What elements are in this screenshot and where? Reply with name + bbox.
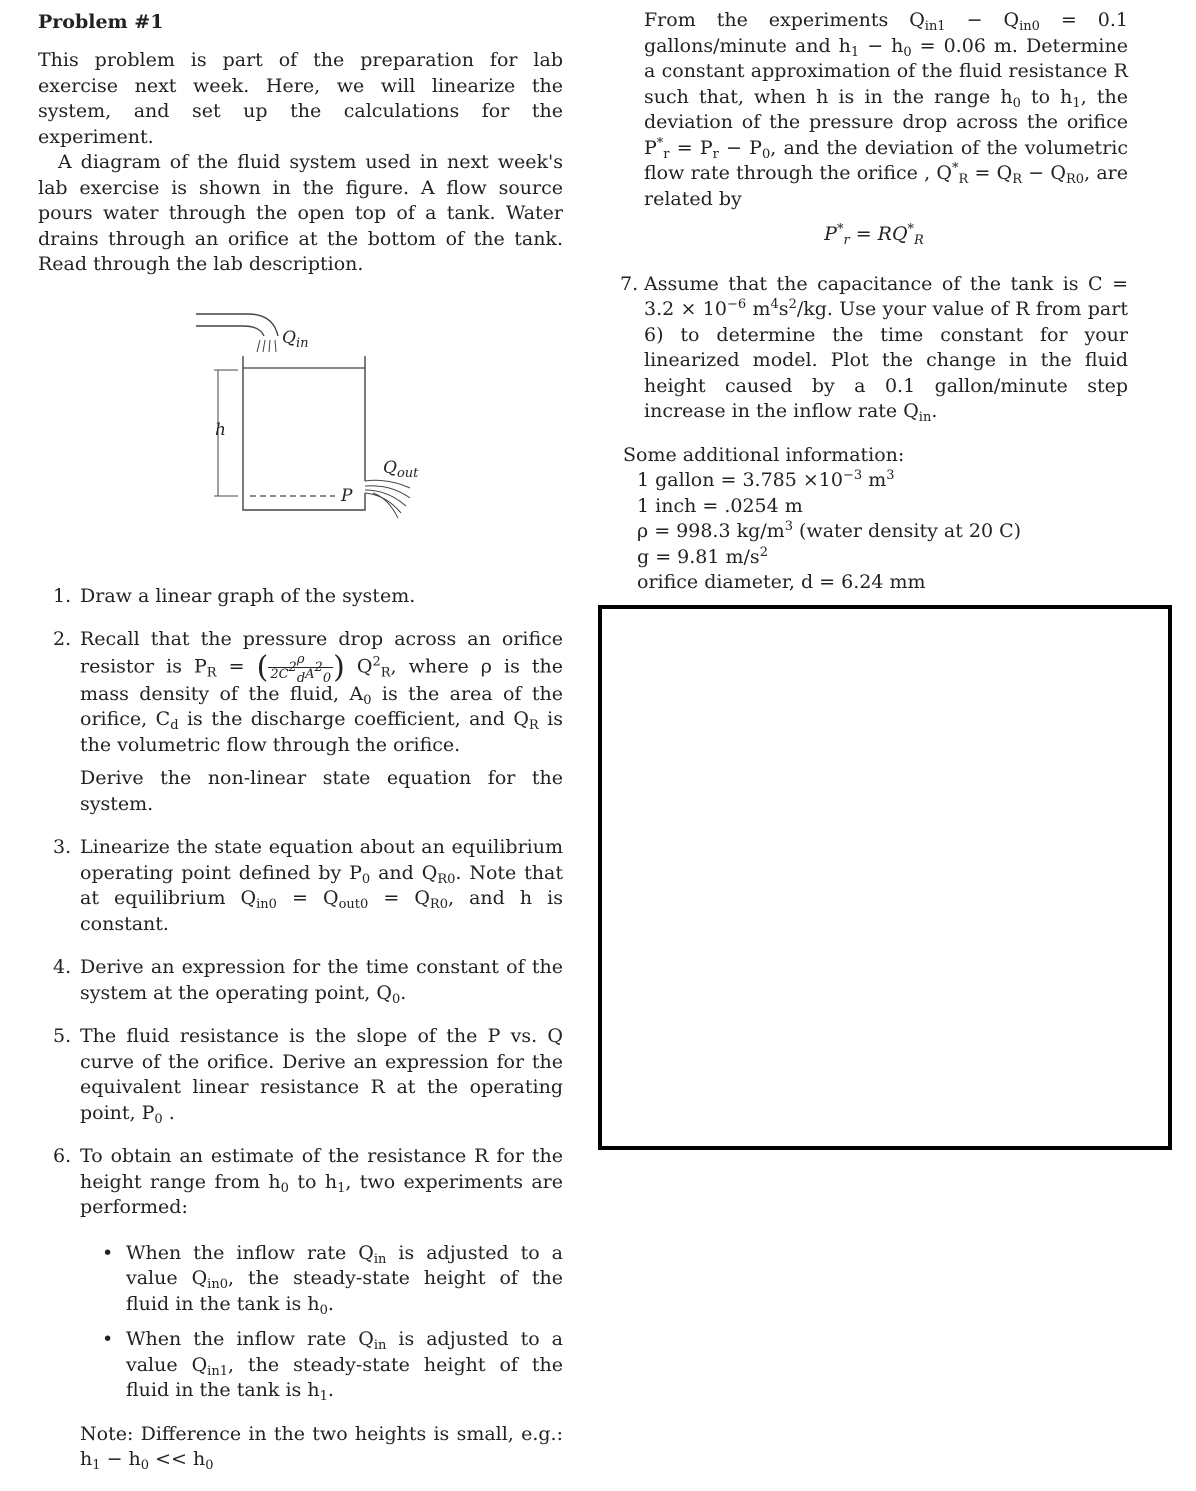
q-out-label: $Q_{out}$ (383, 457, 419, 481)
inflow-pipe (196, 314, 278, 336)
problem-list (38, 584, 563, 1473)
answer-box[interactable] (598, 605, 1172, 1150)
info-density: ρ = 998.3 $kg/m^3$ (water density at 20 C) (637, 519, 1022, 542)
inflow-pipe-inner (196, 326, 264, 336)
info-orifice: orifice diameter, d = 6.24 mm (637, 571, 926, 593)
q-in-label: $Q_{in}$ (282, 327, 309, 351)
list-item-6: 6. To obtain an estimate of the resistance R for the height range from $h_0$ to $h_1$, two experiments are performed: • When the inflow rate $Q_{in}$ is adjusted to a value $Q_{in0}$, the steady-state height of the fluid in the tank is $h_0$. • When the inflow rate $Q_{in}$ is adjusted to a value $Q_{in1}$, the steady-state height of the fluid in the tank is $h_1$. Note: Difference in the two heights is small, e.g.: $h_1 - h_0 << h_0$ (53, 1145, 564, 1473)
orifice-fraction: $\frac{\rho}{2C^2_dA^2_0}$ (270, 651, 332, 686)
tank-diagram (38, 288, 563, 568)
list-item-4: 4. Derive an expression for the time constant of the system at the operating point, $Q_0$. (53, 956, 563, 1007)
list-item-1: 1. Draw a linear graph of the system. (53, 584, 416, 607)
item-6-continued: From the experiments $Q_{in1} - Q_{in0} = 0.1$ gallons/minute and $h_1 - h_0 = 0.06$ m. Determine a constant approximation of the fluid resistance R such that, when h is in the range $h_0$ to $h_1$, the deviation of the pressure drop across the orifice $P^*_r = P_r - P_0$, and the deviation of the volumetric flow rate through the orifice , $Q^*_R = Q_R - Q_{R0}$, are related by (644, 9, 1129, 210)
list-item-7: 7. Assume that the capacitance of the tank is $C = 3.2 \times 10^{-6}$ $m^4s^2/kg$. Use your value of R from part 6) to determine the time constant for your linearized model. Plot the change in the fluid height caused by a 0.1 gallon/minute step increase in the inflow rate $Q_{in}$. (620, 272, 1128, 425)
problem-list-continued (620, 272, 1128, 425)
info-inch: 1 inch = .0254 m (637, 494, 803, 517)
h-label: h (215, 419, 226, 440)
list-item-3: 3. Linearize the state equation about an equilibrium operating point defined by $P_0$ and $Q_{R0}$. Note that at equilibrium $Q_{in0} = Q_{out0} = Q_{R0}$, and h is constant. (53, 836, 564, 935)
list-item-5: 5. The fluid resistance is the slope of the P vs. Q curve of the orifice. Derive an expression for the equivalent linear resistance R at the operating point, $P_0$ . (53, 1025, 563, 1127)
note-text: Note: Difference in the two heights is small, e.g.: $h_1 - h_0 << h_0$ (80, 1422, 563, 1473)
info-gallon: 1 gallon = $3.785 \times 10^{-3}$ $m^3$ (637, 468, 895, 491)
additional-info (623, 443, 1128, 596)
left-column (38, 8, 563, 1491)
bullet-item: • When the inflow rate $Q_{in}$ is adjusted to a value $Q_{in1}$, the steady-state height of the fluid in the tank is $h_1$. (102, 1328, 563, 1404)
intro-paragraph: This problem is part of the preparation for lab exercise next week. Here, we will linearize the system, and set up the calculations for the experiment. (38, 49, 563, 148)
info-gravity: g = 9.81 $m/s^2$ (637, 544, 768, 568)
p-label: P (341, 485, 353, 506)
resistance-equation: $P^*_r = RQ^*_R$ (824, 222, 924, 248)
list-item-2: 2. Recall that the pressure drop across an orifice resistor is $P_R$ = ( $\frac{\rho}{2C^2_dA^2_0}$ ) $Q^2_R$, where ρ is the mass density of the fluid, $A_0$ is the area of the orifice, $C_d$ is the discharge coefficient, and $Q_R$ is the volumetric flow through the orifice. Derive the non-linear state equation for the system. (38, 627, 563, 817)
derive-text: Derive the non-linear state equation for the system. (80, 767, 563, 815)
info-heading: Some additional information: (623, 443, 905, 466)
problem-title: Problem #1 (38, 11, 164, 33)
experiment-list (80, 1241, 563, 1404)
bullet-item: • When the inflow rate $Q_{in}$ is adjusted to a value $Q_{in0}$, the steady-state height of the fluid in the tank is $h_0$. (102, 1241, 563, 1318)
right-column (620, 8, 1128, 596)
intro-paragraph-2: A diagram of the fluid system used in next week's lab exercise is shown in the figure. A flow source pours water through the open top of a tank. Water drains through an orifice at the bottom of the tank. Read through the lab description. (38, 151, 563, 275)
